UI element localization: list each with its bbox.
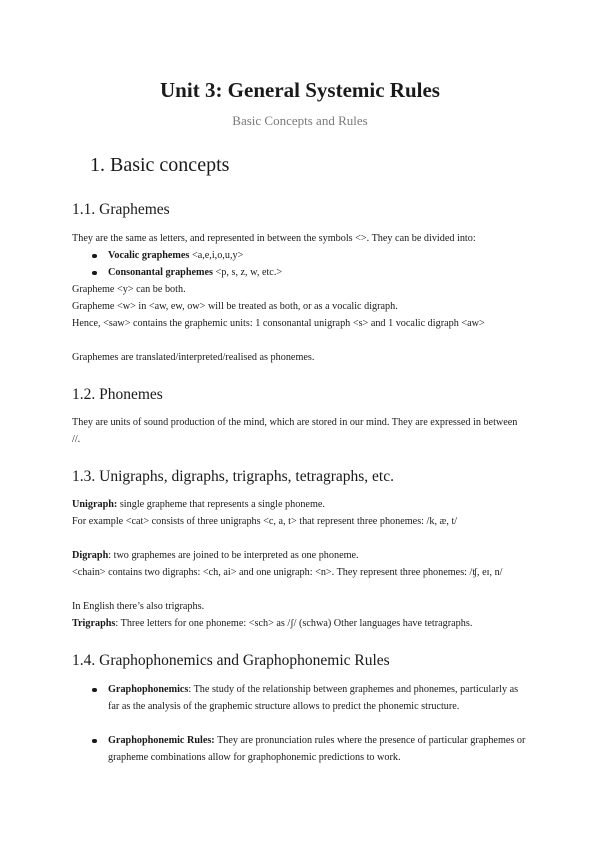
bullet-icon [92,688,97,693]
grapheme-types-list [72,247,528,281]
digraph-definition: Digraph: two graphemes are joined to be interpreted as one phoneme. [72,550,359,561]
list-item: Consonantal graphemes <p, s, z, w, etc.> [72,264,528,281]
section-heading-basic-concepts: 1. Basic concepts [90,154,230,176]
trigraph-definition: Trigraphs: Three letters for one phoneme: <sch> as /ʃ/ (schwa) Other languages have tetragraphs. [72,618,473,629]
unigraph-definition: Unigraph: single grapheme that represents a single phoneme. [72,499,325,510]
unigraph-example: For example <cat> consists of three unigraphs <c, a, t> that represent three phonemes: /k, æ, t/ [72,516,458,527]
list-item: Graphophonemics: The study of the relationship between graphemes and phonemes, particularly as far as the analysis of the graphemic structure allows to predict the phonemic structure. [72,681,528,715]
graphemes-line-realised: Graphemes are translated/interpreted/realised as phonemes. [72,352,315,363]
heading-graphs: 1.3. Unigraphs, digraphs, trigraphs, tetragraphs, etc. [72,468,394,485]
document-page [72,72,528,766]
digraph-example: <chain> contains two digraphs: <ch, ai> and one unigraph: <n>. They represent three phonemes: /ʧ, eɪ, n/ [72,567,503,578]
trigraph-intro: In English there’s also trigraphs. [72,601,205,612]
list-item: Graphophonemic Rules: They are pronunciation rules where the presence of particular graphemes or grapheme combinations allow for graphophonemic predictions to work. [72,732,528,766]
graphemes-line-y: Grapheme <y> can be both. [72,284,186,295]
page-subtitle: Basic Concepts and Rules [232,113,368,128]
bullet-icon [92,739,97,744]
graphemes-intro: They are the same as letters, and represented in between the symbols <>. They can be divided into: [72,233,476,244]
page-title: Unit 3: General Systemic Rules [160,78,440,102]
list-item: Vocalic graphemes <a,e,i,o,u,y> [72,247,528,264]
heading-graphemes: 1.1. Graphemes [72,201,170,218]
heading-graphophonemics: 1.4. Graphophonemics and Graphophonemic Rules [72,652,390,669]
bullet-icon [92,254,97,259]
bullet-icon [92,271,97,276]
phonemes-text: They are units of sound production of the mind, which are stored in our mind. They are expressed in between //. [72,417,518,445]
graphophonemics-list [72,681,528,766]
graphemes-line-w: Grapheme <w> in <aw, ew, ow> will be treated as both, or as a vocalic digraph. [72,301,398,312]
heading-phonemes: 1.2. Phonemes [72,386,163,403]
graphemes-line-saw: Hence, <saw> contains the graphemic units: 1 consonantal unigraph <s> and 1 vocalic digraph <aw> [72,318,485,329]
